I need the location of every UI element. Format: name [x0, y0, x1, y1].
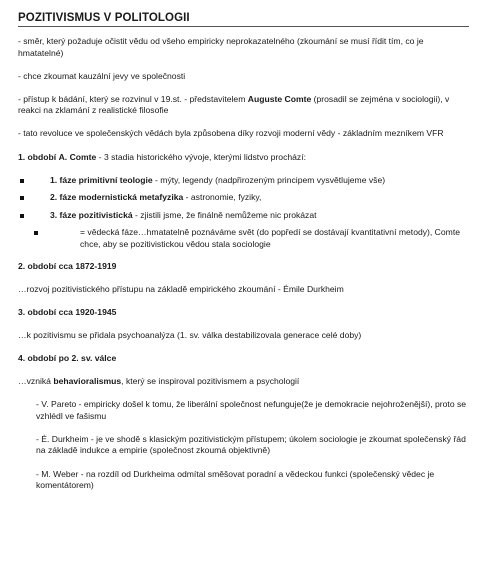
bullet-icon — [20, 179, 24, 183]
access-text-after: (prosadil se zejména v sociologii), v reakci na zklamání z realistické filosofie — [18, 93, 450, 116]
phase-sub-item — [18, 227, 469, 250]
author-pareto: - V. Pareto - empiricky došel k tomu, že liberální společnost nefunguje(že je demokracie nejohroženější), proto se vzhlédl ve fašismu — [36, 399, 467, 421]
phase-2-text: - astronomie, fyziky, — [183, 192, 262, 203]
behavioralismus-term: behavioralismus — [53, 376, 122, 387]
period-4-text-after: , který se inspiroval pozitivismem a psychologií — [121, 376, 300, 387]
intro-paragraph-2: - chce zkoumat kauzální jevy ve společnosti — [18, 70, 186, 81]
period-4-text-before: …vzniká — [18, 376, 54, 387]
phase-item-3 — [18, 210, 469, 222]
period-4-label: 4. období — [18, 353, 57, 363]
author-weber: - M. Weber - na rozdíl od Durkheima odmítal směšovat poradní a vědeckou funkci (společenský vědec je komentátorem) — [36, 468, 435, 491]
bullet-icon — [34, 231, 38, 235]
period-1-label: 1. období — [18, 151, 57, 162]
access-paragraph — [18, 94, 469, 117]
period-2-dates: cca 1872-1919 — [58, 260, 117, 271]
bullet-icon — [20, 196, 24, 200]
period-4-heading — [18, 353, 469, 365]
period-1-heading — [18, 152, 469, 164]
phase-3-text: - zjistili jsme, že finálně nemůžeme nic prokázat — [132, 209, 317, 220]
period-1-name: A. Comte — [58, 151, 97, 162]
period-1-text: - 3 stadia historického vývoje, kterými lidstvo prochází: — [96, 151, 307, 162]
period-2-heading — [18, 261, 469, 273]
phase-item-1 — [18, 175, 469, 187]
phase-3-label: 3. fáze pozitivistická — [50, 209, 133, 220]
document-title: POZITIVISMUS V POLITOLOGII — [18, 12, 469, 27]
phase-2-label: 2. fáze modernistická metafyzika — [50, 192, 184, 203]
phase-1-label: 1. fáze primitivní teologie — [50, 174, 153, 185]
access-text-before: - přístup k bádání, který se rozvinul v 19.st. - představitelem — [18, 93, 248, 104]
bullet-icon — [20, 214, 24, 218]
period-3-heading — [18, 307, 469, 319]
phase-item-2 — [18, 192, 469, 204]
author-durkheim: - É. Durkheim - je ve shodě s klasickým pozitivistickým přístupem; úkolem sociologie je zkoumat společenský řád na základě indukce a empirie (společnost zkoumá objektivně) — [36, 433, 466, 456]
period-4-dates: po 2. sv. válce — [58, 353, 117, 363]
phase-sub-text: = vědecká fáze…hmatatelně poznáváme svět (do popředí se dostávají kvantitativní metody), Comte chce, aby se pozitivistickou vědou stala sociologie — [80, 227, 460, 250]
period-2-text: …rozvoj pozitivistického přístupu na základě empirického zkoumání - Émile Durkheim — [18, 283, 344, 294]
period-4-text — [18, 376, 469, 388]
intro-paragraph-1: - směr, který požaduje očistit vědu od všeho empiricky neprokazatelného (zkoumání se musí řídit tím, co je hmatatelné) — [18, 36, 424, 58]
auguste-comte-name: Auguste Comte — [247, 93, 312, 104]
phase-1-text: - mýty, legendy (nadpřirozeným principem vysvětlujeme vše) — [152, 174, 386, 185]
revolution-paragraph: - tato revoluce ve společenských vědách byla způsobena díky rozvoji moderní vědy - základním mezníkem VFR — [18, 128, 444, 139]
period-2-label: 2. období — [18, 260, 57, 271]
phase-list — [18, 175, 469, 251]
period-3-dates: cca 1920-1945 — [58, 306, 117, 317]
period-3-text: …k pozitivismu se přidala psychoanalýza (1. sv. válka destabilizovala generace celé doby) — [18, 329, 362, 340]
period-3-label: 3. období — [18, 306, 57, 317]
